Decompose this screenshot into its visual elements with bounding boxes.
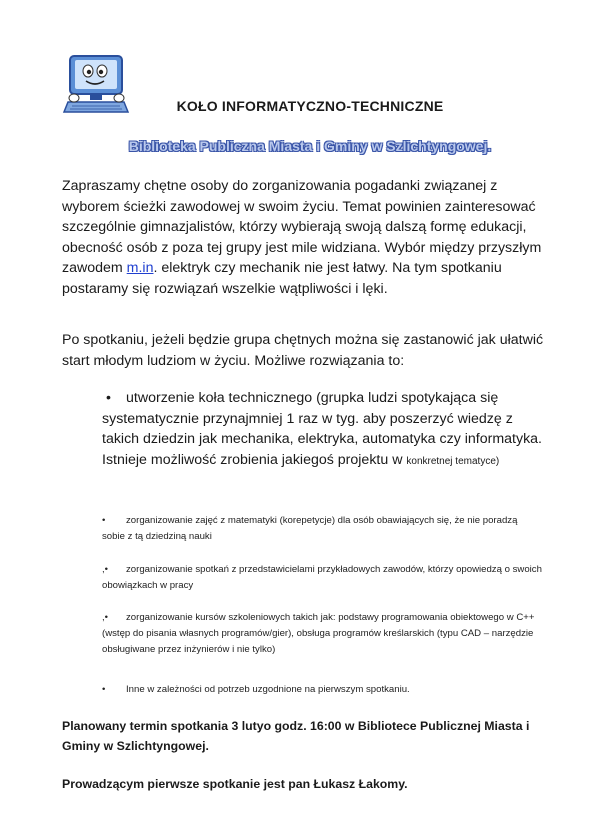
page-subtitle: Biblioteka Publiczna Miasta i Gminy w Szlichtyngowej. [128,138,492,154]
bullet-icon: ,• [102,564,109,575]
bullet-4-text: zorganizowanie kursów szkoleniowych takich jak: podstawy programowania obiektowego w C++ (wstęp do pisania własnych programów/gier), obsługa programów kreślarskich (typu CAD – narzędzie obsługiwane przez inżynierów i nie tylko) [102,612,535,655]
bullet-icon: • [102,684,106,695]
bullet-icon: ,• [102,612,109,623]
page-title: KOŁO INFORMATYCZNO-TECHNICZNE [176,98,444,114]
bullet-5-text: Inne w zależności od potrzeb uzgodnione na pierwszym spotkaniu. [126,684,410,695]
intro-text-2: . elektryk czy mechanik nie jest łatwy. Na tym spotkaniu postaramy się rozwiązań wszelkie wątpliwości i lęki. [62,260,502,297]
host-text: Prowadzącym pierwsze spotkanie jest pan Łukasz Łakomy. [62,777,408,791]
min-link[interactable]: m.in [126,260,154,277]
bullet-icon: • [106,390,111,406]
intro-text-1: Zapraszamy chętne osoby do zorganizowania pogadanki związanej z wyborem ścieżki zawodowej w swoim życiu. Temat powinien zainteresować szczególnie gimnazjalistów, którzy wybierają swoją dalszą formę edukacji, obecność osób z poza tej grupy jest mile widziana. Wybór między przyszłym zawodem [62,178,542,277]
list-item [102,562,542,594]
list-item [102,513,542,545]
planned-meeting-text: Planowany termin spotkania 3 lutyo godz. 16:00 w Bibliotece Publicznej Miasta i Gminy w Szlichtyngowej. [62,719,530,753]
bullet-3-text: zorganizowanie spotkań z przedstawicielami przykładowych zawodów, którzy opowiedzą o swoich obowiązkach w pracy [102,564,542,591]
intro-paragraph [62,176,554,300]
list-item [102,388,542,472]
bullet-2-text: zorganizowanie zajęć z matematyki (korepetycje) dla osób obawiających się, że nie poradzą sobie z tą dziedziną nauki [102,515,518,542]
list-item [102,610,542,658]
after-meeting-paragraph: Po spotkaniu, jeżeli będzie grupa chętnych można się zastanowić jak ułatwić start młodym ludziom w życiu. Możliwe rozwiązania to: [62,332,544,369]
bullet-1-text: utworzenie koła technicznego (grupka ludzi spotykająca się systematycznie przynajmniej 1 raz w tyg. aby poszerzyć wiedzę z takich dziedzin jak mechanika, elektryka, automatyka czy informatyka. Istnieje możliwość zrobienia jakiegoś projektu w [102,390,542,468]
bullet-icon: • [102,515,106,526]
bullet-1-tail: konkretnej tematyce) [406,455,500,467]
list-item [102,682,542,698]
